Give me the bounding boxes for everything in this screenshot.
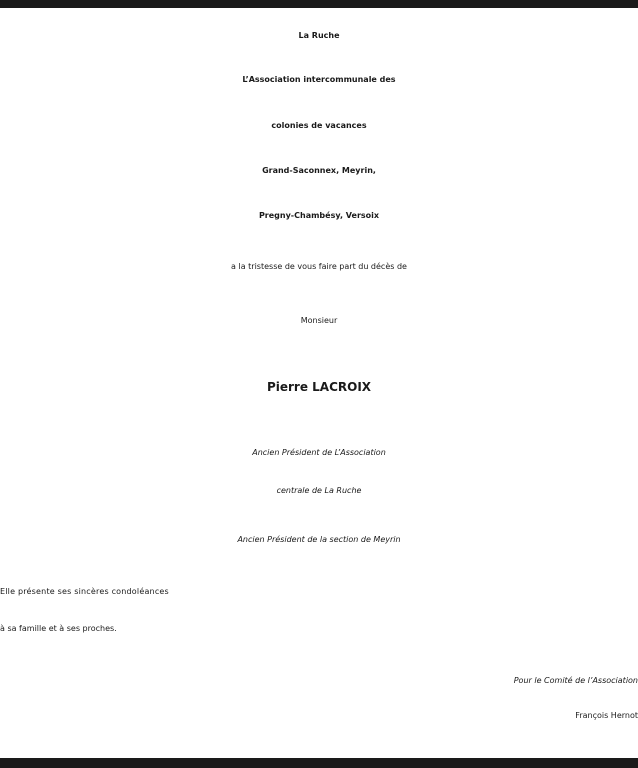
signature-on-behalf: Pour le Comité de l’Association: [513, 676, 638, 685]
condolences-line-1: Elle présente ses sincères condoléances: [0, 587, 169, 596]
org-name-line-2: L’Association intercommunale des: [242, 75, 396, 84]
bottom-border-rule: [0, 758, 638, 768]
org-name-line-3: colonies de vacances: [271, 121, 367, 130]
org-name-line-4: Grand-Saconnex, Meyrin,: [262, 166, 376, 175]
org-name-line-1: La Ruche: [298, 31, 340, 40]
announcement-text: a la tristesse de vous faire part du décès de: [231, 262, 407, 271]
top-border-rule: [0, 0, 638, 8]
org-name-line-5: Pregny-Chambésy, Versoix: [258, 211, 380, 220]
role-line-3: Ancien Président de la section de Meyrin: [237, 535, 401, 544]
role-line-1: Ancien Président de L’Association: [252, 448, 386, 457]
role-line-2: centrale de La Ruche: [276, 486, 362, 495]
signature-name: François Hernot: [575, 711, 638, 720]
condolences-line-2: à sa famille et à ses proches.: [0, 624, 117, 633]
honorific: Monsieur: [300, 316, 338, 325]
deceased-name: Pierre LACROIX: [266, 380, 372, 394]
